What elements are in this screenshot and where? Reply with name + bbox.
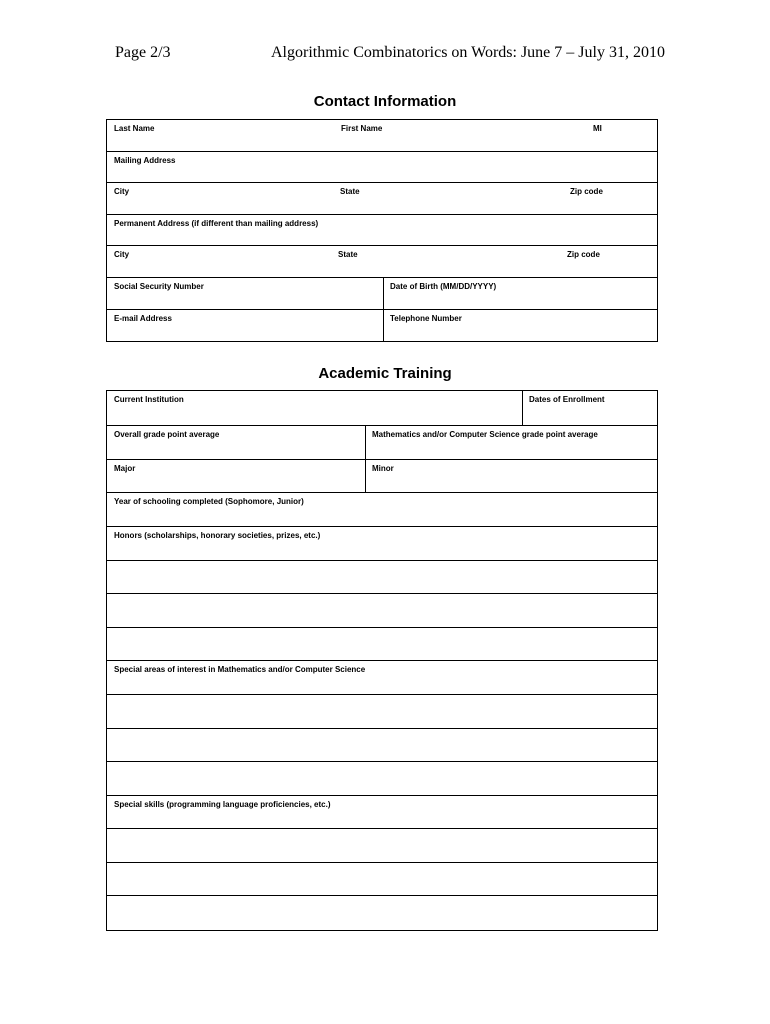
date-of-birth-label: Date of Birth (MM/DD/YYYY) <box>390 282 497 291</box>
last-name-label: Last Name <box>114 124 155 133</box>
institution-row <box>107 391 657 426</box>
mailing-address-row <box>107 152 657 183</box>
academic-training-heading: Academic Training <box>318 365 452 382</box>
permanent-city-state-zip-field[interactable] <box>107 246 658 277</box>
year-completed-row <box>107 493 657 527</box>
special-interest-field[interactable] <box>107 661 658 694</box>
permanent-city-state-zip-row <box>107 246 657 278</box>
math-cs-gpa-field[interactable] <box>365 426 658 459</box>
name-field[interactable] <box>107 120 658 151</box>
academic-training-form <box>106 390 658 931</box>
skills-blank-line[interactable] <box>107 863 657 896</box>
skills-blank-line[interactable] <box>107 829 657 863</box>
permanent-city-label: City <box>114 250 130 259</box>
email-field[interactable] <box>107 310 383 341</box>
honors-row <box>107 527 657 561</box>
middle-initial-label: MI <box>593 124 602 133</box>
interest-blank-line[interactable] <box>107 695 657 729</box>
honors-label: Honors (scholarships, honorary societies, prizes, etc.) <box>114 531 321 540</box>
ssn-dob-row <box>107 278 657 310</box>
first-name-label: First Name <box>341 124 383 133</box>
major-field[interactable] <box>107 460 365 492</box>
city-state-zip-field[interactable] <box>107 183 658 214</box>
math-cs-gpa-label: Mathematics and/or Computer Science grade point average <box>372 430 598 439</box>
telephone-label: Telephone Number <box>390 314 462 323</box>
current-institution-field[interactable] <box>107 391 522 425</box>
email-label: E-mail Address <box>114 314 172 323</box>
program-title: Algorithmic Combinatorics on Words: June 7 – July 31, 2010 <box>271 44 665 61</box>
interest-blank-line[interactable] <box>107 729 657 762</box>
year-completed-label: Year of schooling completed (Sophomore, Junior) <box>114 497 304 506</box>
mailing-address-field[interactable] <box>107 152 658 182</box>
overall-gpa-label: Overall grade point average <box>114 430 220 439</box>
honors-field[interactable] <box>107 527 658 560</box>
mailing-address-label: Mailing Address <box>114 156 176 165</box>
special-skills-label: Special skills (programming language proficiencies, etc.) <box>114 800 331 809</box>
permanent-state-label: State <box>338 250 358 259</box>
interest-blank-line[interactable] <box>107 762 657 796</box>
permanent-address-field[interactable] <box>107 215 658 245</box>
zip-code-label: Zip code <box>570 187 603 196</box>
dates-of-enrollment-field[interactable] <box>522 391 658 425</box>
dates-of-enrollment-label: Dates of Enrollment <box>529 395 605 404</box>
permanent-address-row <box>107 215 657 246</box>
honors-blank-line[interactable] <box>107 628 657 661</box>
honors-blank-line[interactable] <box>107 561 657 594</box>
year-completed-field[interactable] <box>107 493 658 526</box>
skills-blank-line[interactable] <box>107 896 657 930</box>
ssn-label: Social Security Number <box>114 282 204 291</box>
date-of-birth-field[interactable] <box>383 278 658 309</box>
city-state-zip-row <box>107 183 657 215</box>
honors-blank-line[interactable] <box>107 594 657 628</box>
gpa-row <box>107 426 657 460</box>
state-label: State <box>340 187 360 196</box>
ssn-field[interactable] <box>107 278 383 309</box>
special-skills-field[interactable] <box>107 796 658 828</box>
minor-label: Minor <box>372 464 394 473</box>
permanent-address-label: Permanent Address (if different than mailing address) <box>114 219 319 228</box>
contact-information-form <box>106 119 658 342</box>
special-interest-label: Special areas of interest in Mathematics and/or Computer Science <box>114 665 366 674</box>
special-skills-row <box>107 796 657 829</box>
permanent-zip-code-label: Zip code <box>567 250 600 259</box>
name-row <box>107 120 657 152</box>
current-institution-label: Current Institution <box>114 395 184 404</box>
page-number: Page 2/3 <box>115 44 171 61</box>
minor-field[interactable] <box>365 460 658 492</box>
major-label: Major <box>114 464 136 473</box>
telephone-field[interactable] <box>383 310 658 341</box>
email-phone-row <box>107 310 657 341</box>
city-label: City <box>114 187 130 196</box>
major-minor-row <box>107 460 657 493</box>
contact-information-heading: Contact Information <box>313 93 457 110</box>
overall-gpa-field[interactable] <box>107 426 365 459</box>
special-interest-row <box>107 661 657 695</box>
